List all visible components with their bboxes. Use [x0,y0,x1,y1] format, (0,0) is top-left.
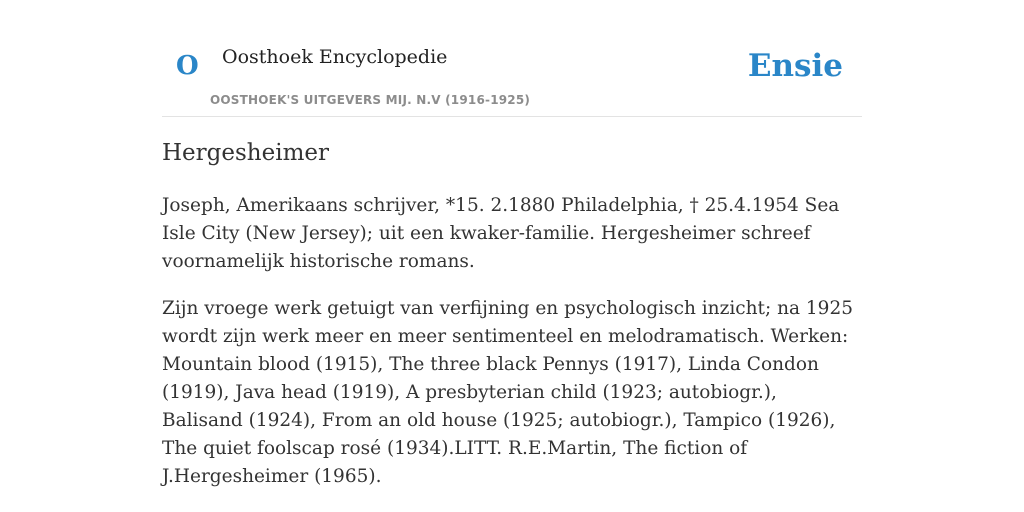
entry-paragraph-2: Zijn vroege werk getuigt van verfijning en psychologisch inzicht; na 1925 wordt zijn werk meer en meer sentimenteel en melodramatisch. Werken: Mountain blood (1915), The three black Pennys (1917), Linda Condon (1919), Java head (1919), A presbyterian child (1923; autobiogr.), Balisand (1924), From an old house (1925; autobiogr.), Tampico (1926), The quiet foolscap rosé (1934).LITT. R.E.Martin, The fiction of J.Hergesheimer (1965). [162,298,853,487]
entry-paragraph-1: Joseph, Amerikaans schrijver, *15. 2.1880 Philadelphia, † 25.4.1954 Sea Isle City (New Jersey); uit een kwaker-familie. Hergesheimer schreef voornamelijk historische romans. [162,195,840,272]
source-header [162,0,862,117]
ensie-logo[interactable]: Ensie [747,48,843,84]
article-page [162,0,862,487]
publisher-label: OOSTHOEK'S UITGEVERS MIJ. N.V (1916-1925) [210,93,531,107]
source-logo[interactable]: O [176,51,199,81]
source-title[interactable]: Oosthoek Encyclopedie [222,46,448,68]
entry-title: Hergesheimer [162,140,329,166]
